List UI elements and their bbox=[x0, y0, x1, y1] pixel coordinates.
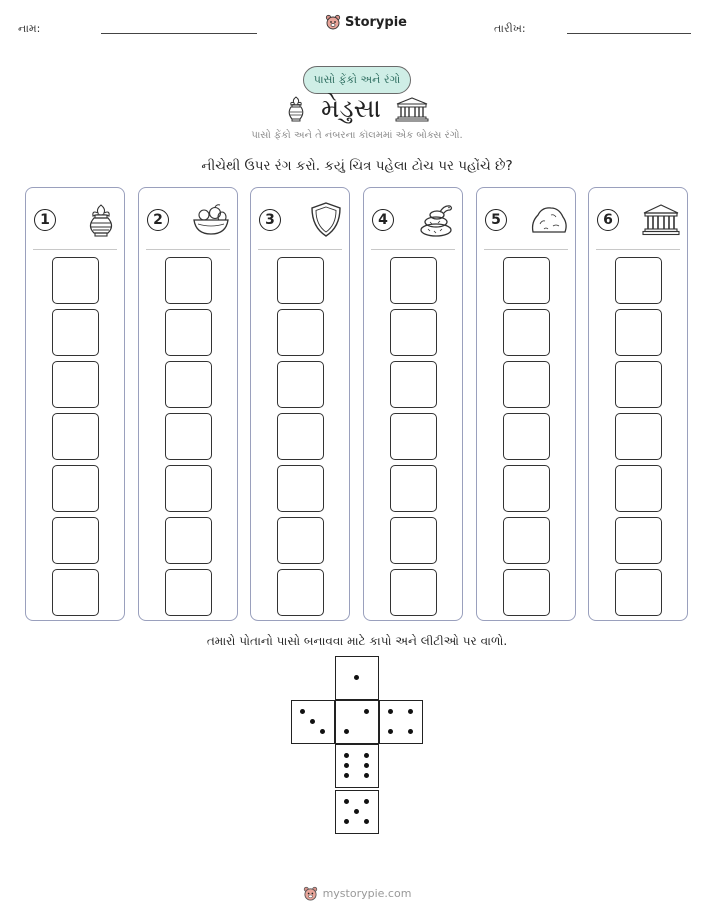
color-box[interactable] bbox=[277, 309, 324, 356]
die-pip bbox=[364, 819, 369, 824]
color-box[interactable] bbox=[503, 569, 550, 616]
die-pip bbox=[344, 819, 349, 824]
die-pip bbox=[300, 709, 305, 714]
color-box[interactable] bbox=[615, 257, 662, 304]
column-header bbox=[259, 200, 343, 240]
die-pip bbox=[310, 719, 315, 724]
die-pip bbox=[354, 675, 359, 680]
color-box[interactable] bbox=[390, 569, 437, 616]
color-box[interactable] bbox=[277, 569, 324, 616]
color-box[interactable] bbox=[390, 465, 437, 512]
column-header bbox=[597, 200, 681, 240]
color-box[interactable] bbox=[52, 257, 99, 304]
rock-icon bbox=[529, 202, 569, 238]
die-pip bbox=[388, 709, 393, 714]
column-number: 2 bbox=[147, 209, 169, 231]
color-box[interactable] bbox=[390, 413, 437, 460]
name-label: નામ: bbox=[18, 22, 41, 35]
die-pip bbox=[364, 753, 369, 758]
column-header bbox=[34, 200, 118, 240]
activity-badge-text: પાસો ફેંકો અને રંગો bbox=[313, 73, 401, 86]
color-box[interactable] bbox=[503, 517, 550, 564]
cut-instruction: તમારો પોતાનો પાસો બનાવવા માટે કાપો અને લીટીઓ પર વાળો. bbox=[206, 634, 508, 648]
footer bbox=[0, 886, 714, 901]
color-box[interactable] bbox=[52, 361, 99, 408]
color-box[interactable] bbox=[277, 361, 324, 408]
column-4 bbox=[363, 187, 463, 621]
shield-icon bbox=[309, 201, 343, 239]
color-box[interactable] bbox=[165, 517, 212, 564]
color-box[interactable] bbox=[615, 413, 662, 460]
color-box[interactable] bbox=[165, 569, 212, 616]
question: નીચેથી ઉપર રંગ કરો. કયું ચિત્ર પહેલા ટોચ પર પહોંચે છે? bbox=[201, 158, 513, 174]
color-box[interactable] bbox=[277, 465, 324, 512]
column-header bbox=[147, 200, 231, 240]
color-box[interactable] bbox=[503, 257, 550, 304]
die-pip bbox=[364, 763, 369, 768]
die-pip bbox=[364, 799, 369, 804]
color-box[interactable] bbox=[165, 465, 212, 512]
column-5 bbox=[476, 187, 576, 621]
color-box[interactable] bbox=[615, 517, 662, 564]
color-box[interactable] bbox=[615, 309, 662, 356]
color-box[interactable] bbox=[52, 465, 99, 512]
die-face bbox=[335, 744, 379, 788]
color-box[interactable] bbox=[277, 517, 324, 564]
color-box[interactable] bbox=[503, 361, 550, 408]
column-header bbox=[485, 200, 569, 240]
color-box[interactable] bbox=[390, 517, 437, 564]
color-box[interactable] bbox=[615, 465, 662, 512]
column-number: 4 bbox=[372, 209, 394, 231]
color-box[interactable] bbox=[277, 413, 324, 460]
subtitle: પાસો ફેંકો અને તે નંબરના કૉલમમાં એક બોક્સ રંગો. bbox=[251, 130, 463, 141]
vase-icon bbox=[285, 95, 307, 123]
color-box[interactable] bbox=[165, 257, 212, 304]
die-pip bbox=[364, 773, 369, 778]
brand-logo bbox=[325, 14, 407, 30]
date-line[interactable] bbox=[567, 33, 691, 34]
vase-icon bbox=[84, 202, 118, 238]
die-face bbox=[335, 700, 379, 744]
die-face bbox=[335, 790, 379, 834]
color-box[interactable] bbox=[390, 361, 437, 408]
die-pip bbox=[354, 809, 359, 814]
brand-name: Storypie bbox=[345, 14, 407, 30]
column-number: 1 bbox=[34, 209, 56, 231]
color-box[interactable] bbox=[503, 413, 550, 460]
color-box[interactable] bbox=[503, 465, 550, 512]
color-box[interactable] bbox=[52, 569, 99, 616]
page-title: મેડુસા bbox=[320, 93, 382, 124]
name-line[interactable] bbox=[101, 33, 257, 34]
color-box[interactable] bbox=[390, 309, 437, 356]
column-6 bbox=[588, 187, 688, 621]
die-face bbox=[379, 700, 423, 744]
color-box[interactable] bbox=[615, 361, 662, 408]
die-pip bbox=[344, 729, 349, 734]
die-pip bbox=[344, 799, 349, 804]
die-pip bbox=[320, 729, 325, 734]
die-pip bbox=[344, 763, 349, 768]
column-header bbox=[372, 200, 456, 240]
die-pip bbox=[344, 753, 349, 758]
color-box[interactable] bbox=[390, 257, 437, 304]
color-box[interactable] bbox=[52, 517, 99, 564]
fruit-bowl-icon bbox=[191, 202, 231, 238]
color-box[interactable] bbox=[277, 257, 324, 304]
snake-icon bbox=[416, 201, 456, 239]
color-box[interactable] bbox=[52, 309, 99, 356]
color-box[interactable] bbox=[165, 413, 212, 460]
title-row bbox=[0, 92, 714, 126]
die-pip bbox=[364, 709, 369, 714]
die-pip bbox=[344, 773, 349, 778]
column-3 bbox=[250, 187, 350, 621]
column-number: 5 bbox=[485, 209, 507, 231]
temple-icon bbox=[395, 96, 429, 122]
date-label: તારીખ: bbox=[494, 22, 526, 35]
column-2 bbox=[138, 187, 238, 621]
die-face bbox=[335, 656, 379, 700]
temple-icon bbox=[641, 203, 681, 237]
activity-badge bbox=[303, 66, 411, 94]
die-face bbox=[291, 700, 335, 744]
color-box[interactable] bbox=[165, 361, 212, 408]
color-box[interactable] bbox=[503, 309, 550, 356]
color-box[interactable] bbox=[615, 569, 662, 616]
die-pip bbox=[408, 709, 413, 714]
color-box[interactable] bbox=[165, 309, 212, 356]
die-pip bbox=[408, 729, 413, 734]
column-number: 6 bbox=[597, 209, 619, 231]
column-1 bbox=[25, 187, 125, 621]
column-number: 3 bbox=[259, 209, 281, 231]
bear-icon bbox=[303, 886, 318, 901]
die-pip bbox=[388, 729, 393, 734]
bear-icon bbox=[325, 14, 341, 30]
color-box[interactable] bbox=[52, 413, 99, 460]
footer-url[interactable]: mystorypie.com bbox=[322, 887, 412, 900]
